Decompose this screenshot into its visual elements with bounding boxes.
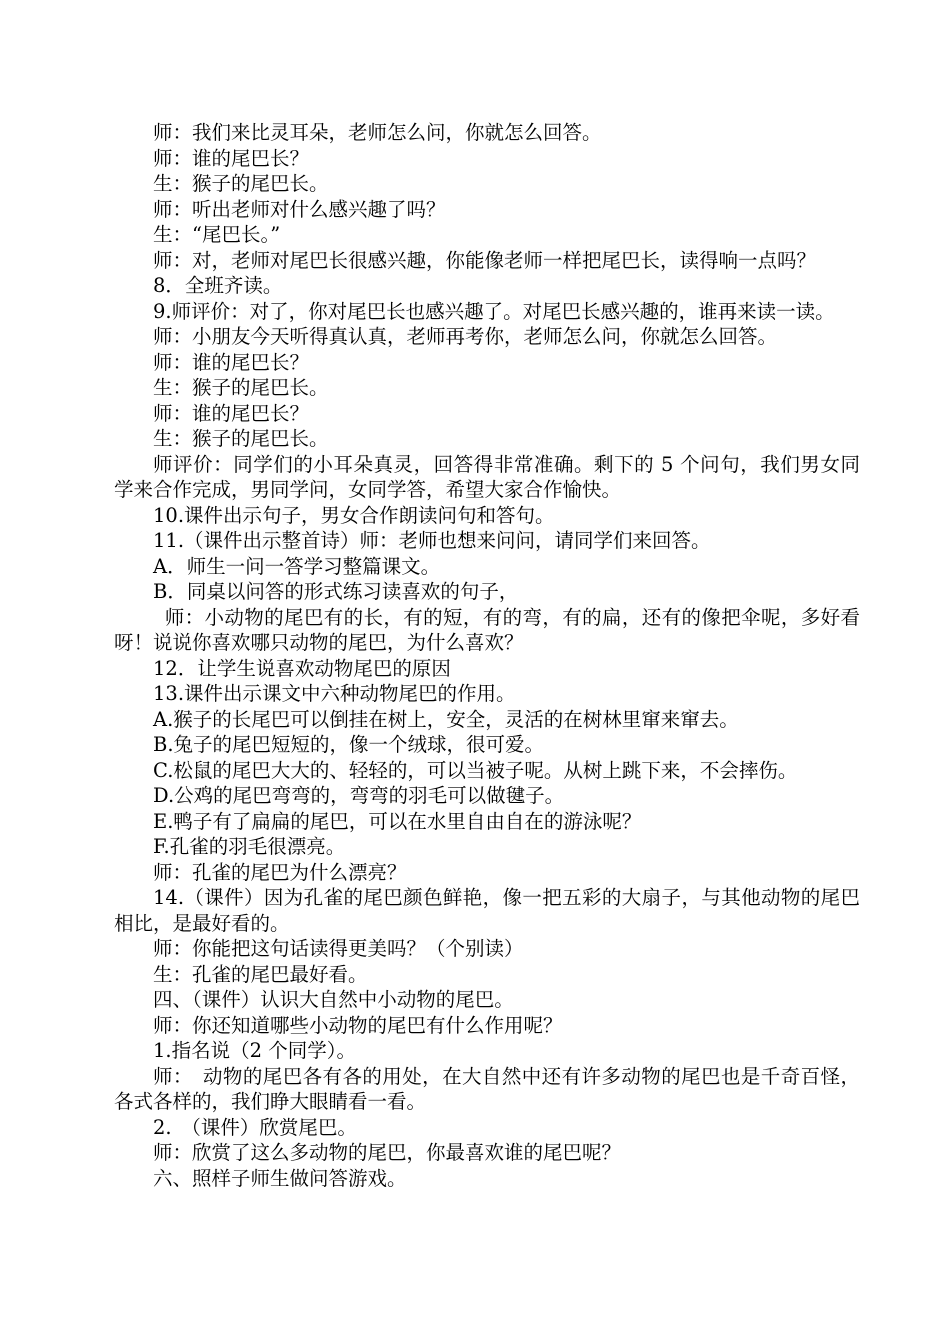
paragraph: 四、（课件）认识大自然中小动物的尾巴。 <box>153 988 514 1011</box>
paragraph: 师：小朋友今天听得真认真，老师再考你，老师怎么问，你就怎么回答。 <box>153 325 778 348</box>
paragraph: 师：谁的尾巴长？ <box>153 401 310 425</box>
paragraph: E.鸭子有了扁扁的尾巴，可以在水里自由自在的游泳呢？ <box>153 809 642 833</box>
paragraph: 师：小动物的尾巴有的长，有的短，有的弯，有的扁，还有的像把伞呢，多好看呀！说说你喜欢哪只动物的尾巴，为什么喜欢？ <box>114 605 860 654</box>
paragraph: 师：欣赏了这么多动物的尾巴，你最喜欢谁的尾巴呢？ <box>153 1141 622 1164</box>
paragraph: 师：你能把这句话读得更美吗？（个别读） <box>153 937 524 960</box>
paragraph: 师：谁的尾巴长？ <box>153 146 310 170</box>
paragraph: 生：猴子的尾巴长。 <box>153 172 329 195</box>
paragraph: 师：我们来比灵耳朵，老师怎么问，你就怎么回答。 <box>153 121 602 144</box>
paragraph: 13.课件出示课文中六种动物尾巴的作用。 <box>153 682 516 705</box>
document-body <box>114 120 860 1191</box>
paragraph: 2. （课件）欣赏尾巴。 <box>153 1115 357 1139</box>
paragraph: 10.课件出示句子，男女合作朗读问句和答句。 <box>153 503 555 527</box>
paragraph: 14.（课件）因为孔雀的尾巴颜色鲜艳，像一把五彩的大扇子，与其他动物的尾巴相比，是最好看的。 <box>114 886 860 935</box>
paragraph: 师：你还知道哪些小动物的尾巴有什么作用呢？ <box>153 1013 563 1037</box>
paragraph: 8．全班齐读。 <box>153 274 283 297</box>
paragraph: A.猴子的长尾巴可以倒挂在树上，安全，灵活的在树林里窜来窜去。 <box>153 707 739 731</box>
paragraph: 六、照样子师生做问答游戏。 <box>153 1166 407 1190</box>
paragraph: 师：孔雀的尾巴为什么漂亮？ <box>153 860 407 884</box>
paragraph: 师：谁的尾巴长？ <box>153 350 310 374</box>
paragraph: A．师生一问一答学习整篇课文。 <box>153 554 441 578</box>
paragraph: 师：听出老师对什么感兴趣了吗？ <box>153 197 446 221</box>
paragraph: 11.（课件出示整首诗）师：老师也想来问问，请同学们来回答。 <box>153 529 711 552</box>
paragraph: B．同桌以问答的形式练习读喜欢的句子， <box>153 580 519 603</box>
paragraph: 师评价：同学们的小耳朵真灵，回答得非常准确。剩下的 5 个问句，我们男女同学来合作完成，男同学问，女同学答，希望大家合作愉快。 <box>114 452 860 501</box>
paragraph: B.兔子的尾巴短短的，像一个绒球，很可爱。 <box>153 733 545 756</box>
paragraph: D.公鸡的尾巴弯弯的，弯弯的羽毛可以做毽子。 <box>153 784 565 807</box>
paragraph: 生：猴子的尾巴长。 <box>153 427 329 450</box>
paragraph: 9.师评价：对了，你对尾巴长也感兴趣了。对尾巴长感兴趣的，谁再来读一读。 <box>153 299 835 323</box>
paragraph: 生：孔雀的尾巴最好看。 <box>153 962 368 986</box>
paragraph: 1.指名说（2 个同学）。 <box>153 1039 356 1062</box>
paragraph: 生：猴子的尾巴长。 <box>153 376 329 399</box>
paragraph: 师： 动物的尾巴各有各的用处，在大自然中还有许多动物的尾巴也是千奇百怪，各式各样的，我们睁大眼睛看一看。 <box>114 1064 860 1113</box>
paragraph: 师：对，老师对尾巴长很感兴趣，你能像老师一样把尾巴长，读得响一点吗？ <box>153 248 817 272</box>
paragraph: F.孔雀的羽毛很漂亮。 <box>153 835 346 858</box>
paragraph: C.松鼠的尾巴大大的、轻轻的，可以当被子呢。从树上跳下来，不会摔伤。 <box>153 758 798 782</box>
paragraph: 生：“尾巴长。” <box>153 223 281 246</box>
paragraph: 12．让学生说喜欢动物尾巴的原因 <box>153 656 451 680</box>
